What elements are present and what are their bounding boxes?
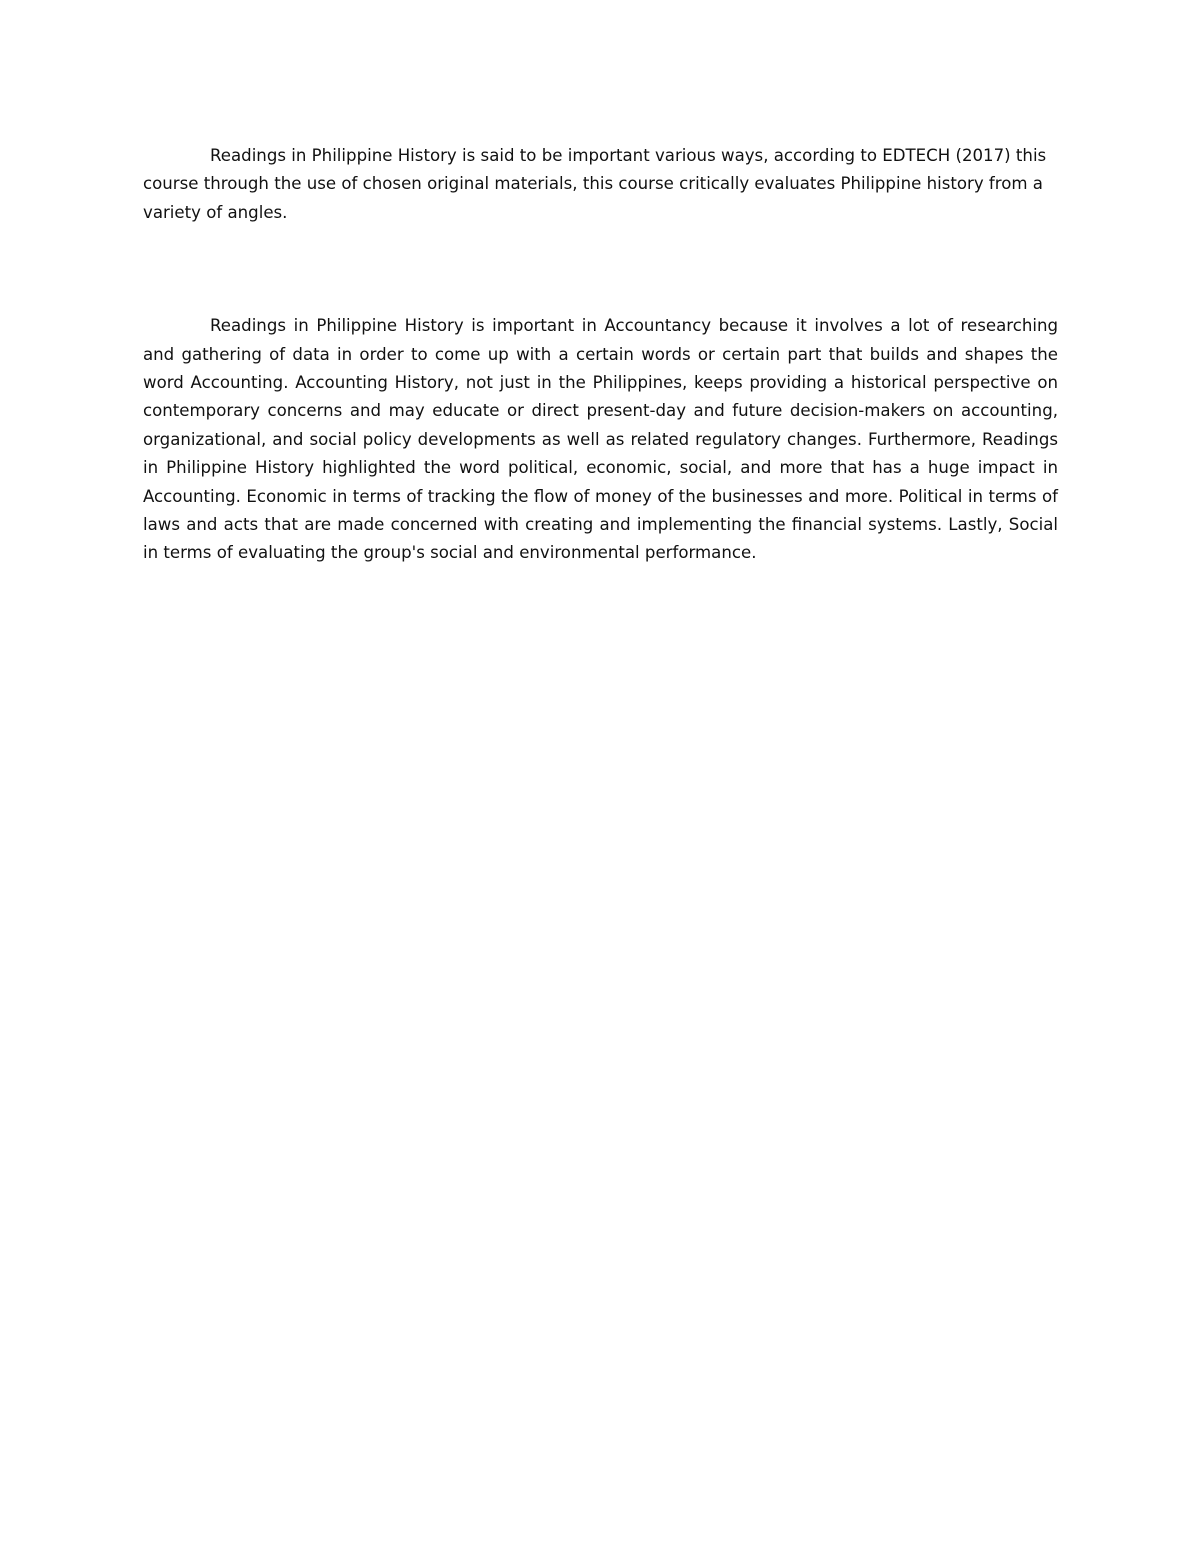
paragraph-intro: Readings in Philippine History is said to be important various ways, according to EDTECH (2017) this course through the use of chosen original materials, this course critically evaluates Philippine history from a variety of angles. bbox=[143, 146, 1047, 222]
document-body bbox=[143, 142, 1058, 568]
paragraph-accountancy: Readings in Philippine History is important in Accountancy because it involves a lot of researching and gathering of data in order to come up with a certain words or certain part that builds and shapes the word Accounting. Accounting History, not just in the Philippines, keeps providing a historical perspective on contemporary concerns and may educate or direct present-day and future decision-makers on accounting, organizational, and social policy developments as well as related regulatory changes. Furthermore, Readings in Philippine History highlighted the word political, economic, social, and more that has a huge impact in Accounting. Economic in terms of tracking the flow of money of the businesses and more. Political in terms of laws and acts that are made concerned with creating and implementing the financial systems. Lastly, Social in terms of evaluating the group's social and environmental performance. bbox=[143, 316, 1058, 563]
